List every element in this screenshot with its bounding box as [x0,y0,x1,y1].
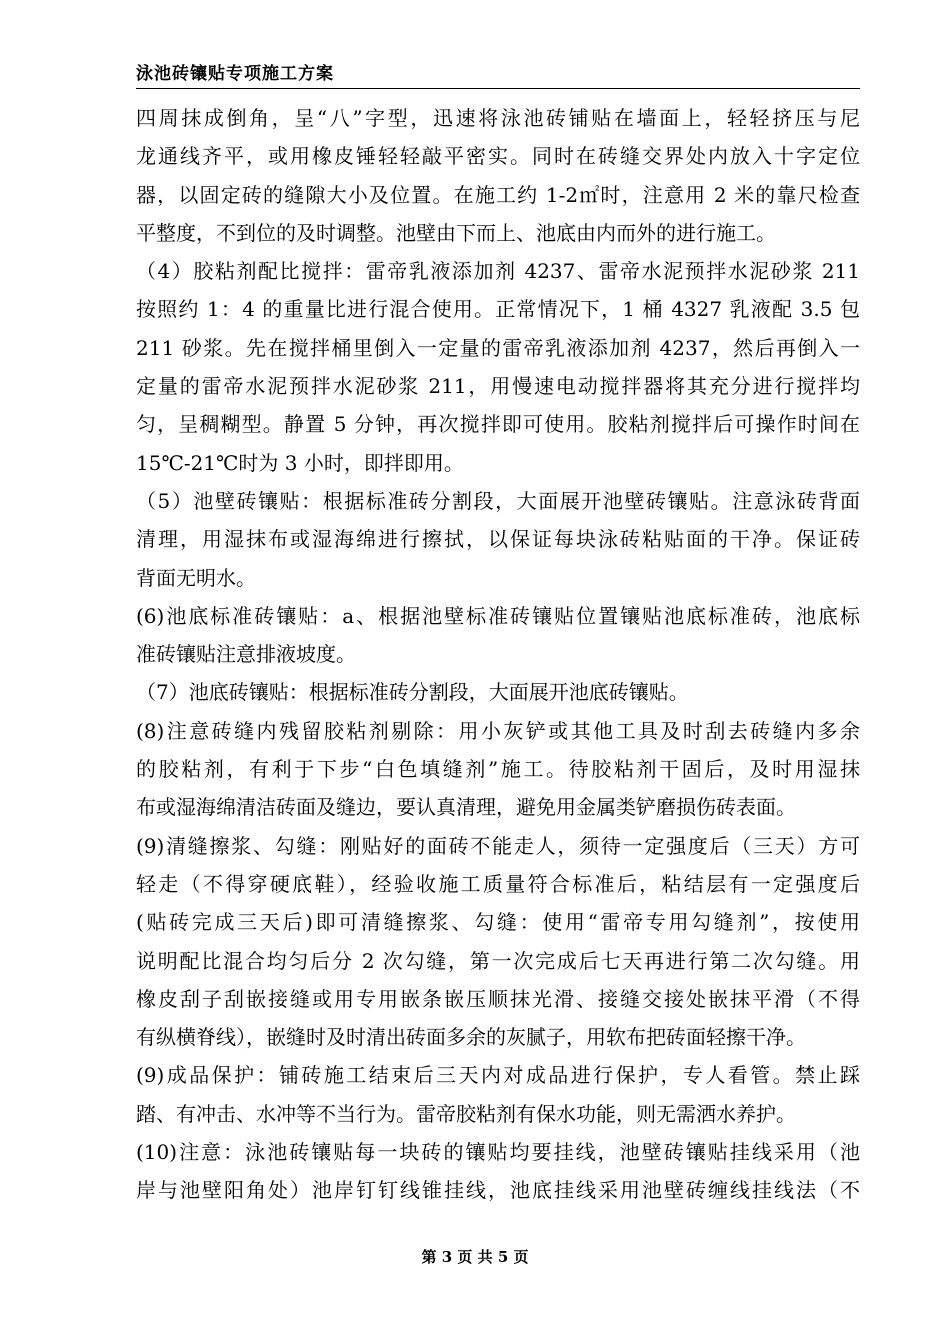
document-header-title: 泳池砖镶贴专项施工方案 [136,64,334,84]
body-text-line: 匀，呈稠糊型。静置 5 分钟，再次搅拌即可使用。胶粘剂搅拌后可操作时间在 [136,412,860,437]
body-text-line: 清理，用湿抹布或湿海绵进行擦拭，以保证每块泳砖粘贴面的干净。保证砖 [136,527,860,552]
body-text-line: 准砖镶贴注意排液坡度。 [136,642,356,667]
body-text-line: 211 砂浆。先在搅拌桶里倒入一定量的雷帝乳液添加剂 4237，然后再倒入一 [136,335,860,360]
body-text-line: （7）池底砖镶贴：根据标准砖分割段，大面展开池底砖镶贴。 [136,680,689,705]
body-text-line: 橡皮刮子刮嵌接缝或用专用嵌条嵌压顺抹光滑、接缝交接处嵌抹平滑（不得 [136,986,860,1011]
page-number-footer: 第 3 页 共 5 页 [421,1248,529,1266]
body-text-line: (9)清缝擦浆、勾缝：刚贴好的面砖不能走人，须待一定强度后（三天）方可 [136,833,860,858]
body-text-line: (9)成品保护：铺砖施工结束后三天内对成品进行保护，专人看管。禁止踩 [136,1063,860,1088]
body-text-line: 四周抹成倒角，呈“八”字型，迅速将泳池砖铺贴在墙面上，轻轻挤压与尼 [136,106,860,130]
body-text-line: 器，以固定砖的缝隙大小及位置。在施工约 1-2㎡时，注意用 2 米的靠尺检查 [136,182,860,207]
body-text-line: 平整度，不到位的及时调整。池壁由下而上、池底由内而外的进行施工。 [136,220,776,245]
body-text-line: （4）胶粘剂配比搅拌：雷帝乳液添加剂 4237、雷帝水泥预拌水泥砂浆 211 [136,259,860,284]
body-text-line: 龙通线齐平，或用橡皮锤轻轻敲平密实。同时在砖缝交界处内放入十字定位 [136,144,860,169]
body-text-line: (10)注意：泳池砖镶贴每一块砖的镶贴均要挂线，池壁砖镶贴挂线采用（池 [136,1140,860,1165]
body-text-line: （5）池壁砖镶贴：根据标准砖分割段，大面展开池壁砖镶贴。注意泳砖背面 [136,488,860,513]
body-text-line: 按照约 1：4 的重量比进行混合使用。正常情况下，1 桶 4327 乳液配 3.5 包 [136,297,860,322]
body-text-line: 15℃-21℃时为 3 小时，即拌即用。 [136,450,464,475]
body-text-line: 背面无明水。 [136,565,256,590]
body-text-line: 岸与池壁阳角处）池岸钉钉线锥挂线，池底挂线采用池壁砖缠线挂线法（不 [136,1178,860,1203]
body-text-line: (8)注意砖缝内残留胶粘剂剔除：用小灰铲或其他工具及时刮去砖缝内多余 [136,718,860,743]
body-text-line: 有纵横脊线），嵌缝时及时清出砖面多余的灰腻子，用软布把砖面轻擦干净。 [136,1025,806,1050]
body-text-line: 说明配比混合均匀后分 2 次勾缝，第一次完成后七天再进行第二次勾缝。用 [136,948,860,973]
header-divider [136,88,860,89]
body-text-line: 定量的雷帝水泥预拌水泥砂浆 211，用慢速电动搅拌器将其充分进行搅拌均 [136,374,860,399]
body-text-line: 踏、有冲击、水冲等不当行为。雷帝胶粘剂有保水功能，则无需洒水养护。 [136,1101,796,1126]
body-text-line: 轻走（不得穿硬底鞋），经验收施工质量符合标准后，粘结层有一定强度后 [136,871,860,896]
document-body [136,99,860,1210]
body-text-line: (6)池底标准砖镶贴：a、根据池壁标准砖镶贴位置镶贴池底标准砖，池底标 [136,603,860,628]
body-text-line: (贴砖完成三天后)即可清缝擦浆、勾缝：使用“雷帝专用勾缝剂”，按使用 [136,910,860,935]
body-text-line: 的胶粘剂，有利于下步“白色填缝剂”施工。待胶粘剂干固后，及时用湿抹 [136,757,860,782]
body-text-line: 布或湿海绵清洁砖面及缝边，要认真清理，避免用金属类铲磨损伤砖表面。 [136,795,796,820]
